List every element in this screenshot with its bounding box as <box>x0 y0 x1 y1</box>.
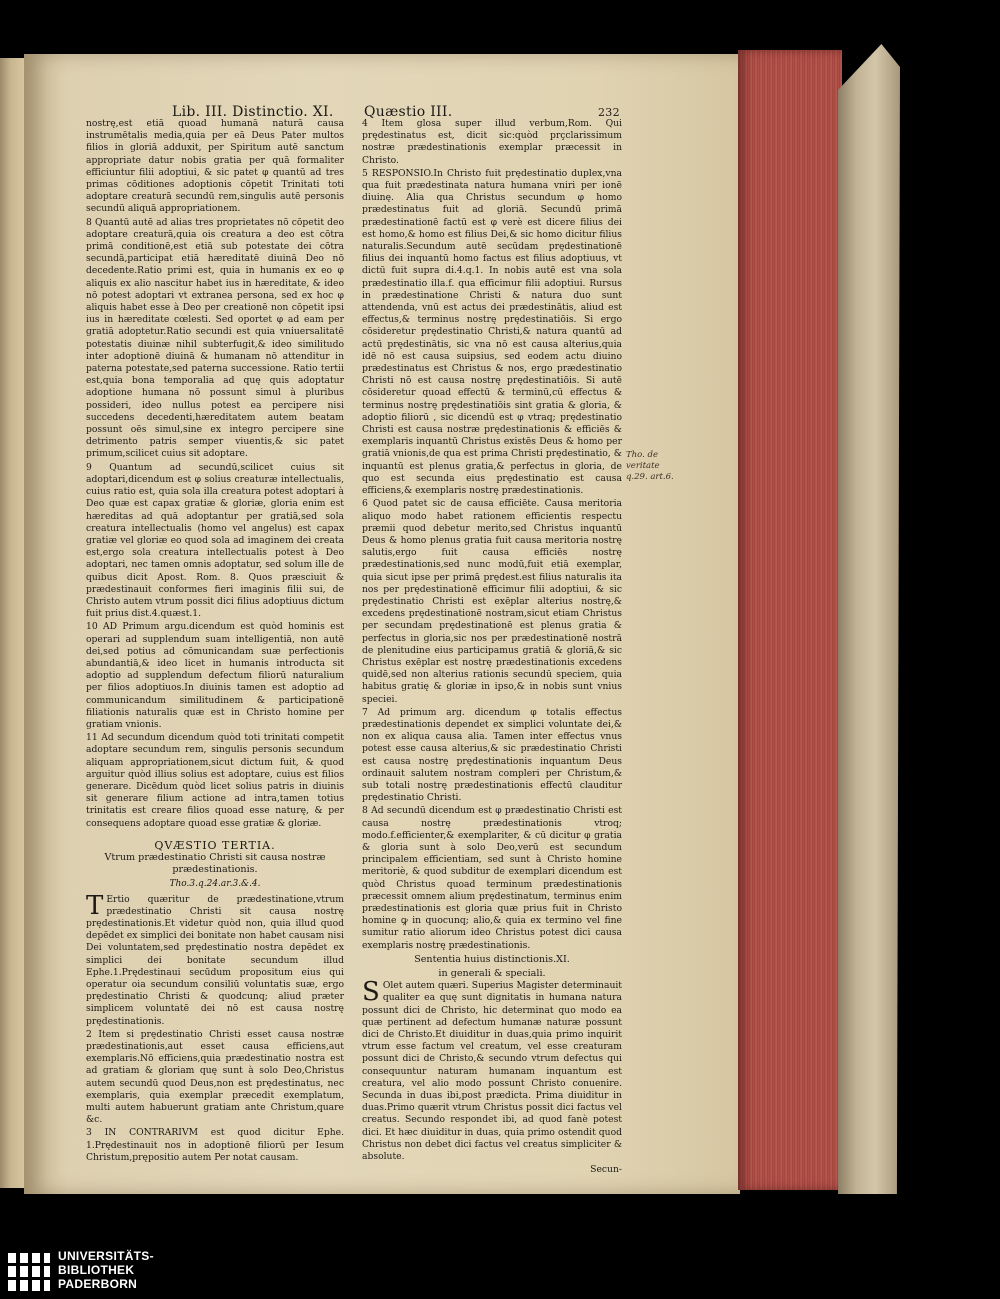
paragraph: 2 Item si prędestinatio Christi esset causa nostræ prædestinationis,aut esset causa efficiens,aut exemplaris.Nō efficiens,quia prædestinatio nostra est ad gratiam & gloriam quę sunt à solo Deo,Christus autem secundū quod Deus,non est prędestinatus, nec exemplaris, quia exemplar præcedit exemplatum, multi autem habuerunt gratiam ante Christum,quare &c. <box>86 1028 344 1126</box>
vellum-cover <box>838 44 900 1194</box>
margin-note: Tho. de veritate q.29. art.6. <box>626 450 674 482</box>
question-title: QVÆSTIO TERTIA. <box>154 838 276 852</box>
logo-line: UNIVERSITÄTS- <box>58 1249 154 1263</box>
paragraph: 8 Quantū autē ad alias tres proprietates nō cōpetit deo adoptare creaturā,quia ois creatura a deo est cōtra primā conditionē,est etiā sub potestate dei cōtra secundā,participat etiā hæreditatē diuinā Deo nō decedente.Ratio primi est, quia in humanis ex eo φ aliquis ex alio nascitur habet ius in hæreditate, & ideo nō potest adoptari vt extranea persona, sed ex hoc φ aliquis habet esse à Deo per creationē non cōpetit ipsi ius in hæreditate cœlesti. Sed oportet φ ad eam per gratiā adoptetur.Ratio secundi est quia vniuersalitatē potestatis diuinæ nihil subterfugit,& ideo similitudo inter adoptionē diuinā & humanam nō attenditur in paterna potestate,sed paterna successione. Ratio tertii est,quia bona temporalia ad quę quis adoptatur adoptione humana nō possunt simul à pluribus possideri, ideo nullus potest ea percipere nisi succedens decedenti,hæreditatem autem beatam possunt oēs simul,sine ex integro percipere sine detrimento patris semper viuentis,& sic patet primum,scilicet cuius sit adoptare. <box>86 216 344 460</box>
library-logo-text <box>58 1249 154 1291</box>
red-fore-edge <box>738 50 842 1190</box>
sententia-title: Sententia huius distinctionis.XI. <box>414 953 570 965</box>
catchword: Secun- <box>590 1164 622 1176</box>
paragraph <box>362 977 622 1163</box>
paragraph: nostrę,est etiā quoad humanā naturā causa instrumētalis media,quia per eā Deus Pater multos filios in gloriā adduxit, per Spiritum autē sanctum appropriate datur nobis gratia per quā formaliter efficiuntur filii adoptiui, & sic patet φ quantū ad tres primas cōditiones adoptionis cōpetit Trinitati toti adoptare creaturā secundū rem,singulis autē personis secundū aliquā appropriationem. <box>86 118 344 215</box>
running-head-left: Lib. III. Distinctio. XI. <box>172 104 334 120</box>
question-reference: Tho.3.q.24.ar.3.&.4. <box>169 879 261 890</box>
paragraph: 6 Quod patet sic de causa efficiēte. Causa meritoria aliquo modo habet rationem efficientis respectu præmii quod debetur merito,sed Christus inquantū Deus & homo plenus gratia fuit causa meritoria nostrę salutis,ergo fuit causa efficiēs nostrę prædestinationis,sed nunc modū,fuit etiā exemplar, quia sicut ipse per primā prędest.est filius naturalis ita nos per prędestinationē efficimur filii adoptiui, & sic prędestinatio Christi est exēplar alterius nostrę,& excedens prędestinationē nostram,sicut etiam Christus per secundam prędestinationē est plenus gratia & perfectus in gloria,sic nos per prædestinationē nostrā de plenitudine eius participamus gratiā & gloriā,& sic Christus exēplar est nostrę prædestinationis excedens quidē,sed non alterius rationis secundū speciem, quia habitus gratię & gloriæ in ipso,& in nobis sunt vnius speciei. <box>362 498 622 705</box>
paragraph: 8 Ad secundū dicendum est φ prædestinatio Christi est causa nostrę prædestinationis vtroq; modo.f.efficienter,& exemplariter, & cū dicitur φ gratia & gloria sunt à solo Deo,verū est secundum principalem efficientiam, sed sunt à Christo homine meritoriè, & quod subditur de exemplari dicendum est quòd Christus quoad terminum prædestinationis præcessit omnem alium prędestinatum, terminus enim prædestinationis est gloria quæ prius fuit in Christo homine ꝙ in quocunq; alio,& quia ex termino vel fine sumitur ratio aliorum ideo Christus potest dici causa exemplaris nostrę prædestinationis. <box>362 805 622 951</box>
library-logo-bar <box>0 1245 1000 1299</box>
right-column <box>362 118 622 1177</box>
paragraph: 10 AD Primum argu.dicendum est quòd hominis est operari ad supplendum suam intelligentiā, non autē dei,sed potius ad cōmunicandam suæ perfectionis abundantiā,& ideo licet in humanis introducta sit adoptio ad supplendum defectum filiorū naturalium per filios adoptiuos.In diuinis tamen est adoptio ad communicandum similitudinem & participationē filiationis naturalis quæ est in Christo homine per gratiam vnionis. <box>86 621 344 730</box>
left-page-edge <box>0 58 26 1188</box>
paragraph-text: Ertio quæritur de prædestinatione,vtrum prædestinatio Christi sit causa nostrę prędestinationis.Et videtur quòd non, quia illud quod depēdet ex simplici dei bonitate non habet causam nisi Dei voluntatem,sed prędestinatio nostra depēdet ex simplici dei bonitate secundum illud Ephe.1.Prędestinaui secūdum propositum eius qui operatur oia secundum consiliū voluntatis suæ, ergo prędestinatio Christi & quodcunq; aliud præter simplicem voluntatē dei nō est causa nostrę prędestinationis. <box>86 893 344 1027</box>
paragraph: 11 Ad secundum dicendum quòd toti trinitati competit adoptare secundum rem, singulis personis secundum aliquam appropriationem,sicut dictum fuit, & quod arguitur quòd illius solius est adoptare, cuius est filios generare. Dicēdum quòd licet solius patris in diuinis sit generare filium actione ad intra,tamen totius trinitatis est creare filios quoad esse naturę, & per consequens adoptare quoad esse gratiæ & gloriæ. <box>86 732 344 829</box>
drop-cap: T <box>86 890 104 921</box>
sententia-subtitle: in generali & speciali. <box>438 968 546 980</box>
question-subtitle: Vtrum prædestinatio Christi sit causa nostræ prædestinationis. <box>104 851 326 876</box>
library-logo-icon <box>6 1249 52 1295</box>
page-number: 232 <box>598 106 620 119</box>
paragraph-text: Olet autem quæri. Superius Magister determinauit qualiter ea quę sunt dignitatis in humana natura possunt dici de Christo, hic determinat quo modo ea quæ pertinent ad defectum humanæ naturæ possunt dici de Christo.Et diuiditur in duas,quia primo inquirit vtrum esse factum vel creatum, vel esse creaturam possunt dici de Christo,& secundo vtrum defectus qui consequuntur naturam humanam inquantum est creatura, vel alio modo possunt Christo conuenire. Secunda in duas ibi,post prædicta. Prima diuiditur in duas.Primo quærit vtrum Christus possit dici factus vel creatus. Secundo respondet ibi, ad quod fanè potest dici. Et hæc diuiditur in duas, quia primo ostendit quod Christus non debet dici factus vel creatus simpliciter & absolute. <box>362 980 622 1163</box>
paragraph: 4 Item glosa super illud verbum,Rom. Qui prędestinatus est, dicit sic:quòd prçclarissimum nostræ prædestinationis exemplar præcessit in Christo. <box>362 118 622 166</box>
paragraph <box>86 890 344 1028</box>
logo-line: BIBLIOTHEK <box>58 1263 135 1277</box>
logo-line: PADERBORN <box>58 1277 138 1291</box>
running-head-middle: Quæstio III. <box>364 104 453 120</box>
paragraph: 9 Quantum ad secundū,scilicet cuius sit adoptari,dicendum est φ solius creaturæ intellectualis, cuius ratio est, quia sola illa creatura potest adoptari à Deo quæ est capax gratiæ & gloriæ, gloria enim est hæreditas ad quā adoptantur per gratiā,sed sola creatura intellectualis (homo vel angelus) est capax gratiæ vel gloriæ eo quod sola ad imaginem dei creata est,ergo sola creatura intellectualis potest à Deo adoptari, nec tamen omnis adoptatur, sed solum ille de quibus dicit Apost. Rom. 8. Quos præsciuit & prædestinauit conformes fieri imaginis filii sui, de Christo autem vtrum possit dici filius adoptiuus dictum fuit prius dist.4.quæst.1. <box>86 461 344 620</box>
paragraph: 3 IN CONTRARIVM est quod dicitur Ephe. 1.Prędestinauit nos in adoptionē filiorū per Iesum Christum,prępositio autem Per notat causam. <box>86 1127 344 1163</box>
left-column <box>86 118 344 1165</box>
drop-cap: S <box>362 977 380 1008</box>
paragraph: 7 Ad primum arg. dicendum φ totalis effectus prædestinationis dependet ex simplici voluntate dei,& non ex aliqua causa alia. Tamen inter effectus vnus potest esse causa alterius,& sic prædestinatio Christi est causa nostrę prędestinationis inquantum Deus ordinauit salutem nostram compleri per Christum,& sub totali nostrę prædestinationis effectū clauditur prędestinatio Christi. <box>362 706 622 804</box>
paragraph: 5 RESPONSIO.In Christo fuit prędestinatio duplex,vna qua fuit prædestinata natura humana vniri per ionē diuinę. Alia qua Christus secundum φ homo prædestinatus fuit ad gloriā. Secundū primā prædestinationē factū est φ verè est dicere filius dei est homo,& homo est filius Dei,& sic homo dicitur filius naturalis.Secundum autē secūdam prędestinationē filius dei inquantū homo factus est filius adoptiuus, vt dictū fuit supra di.4.q.1. In nobis autē est vna sola prædestinatio illa.f. qua efficimur filii adoptiui. Rursus in prædestinatione Christi & natura duo sunt attendenda, vnū est actus dei prædestinātis, aliud est effectus,& terminus nostrę prędestinatiōis. Si ergo cōsideretur prędestinatio Christi,& natura quantū ad actū prędestinātis, sic vna nō est causa alterius,quia idē nō est causa suipsius, sed eodem actu diuino prædestinatus est Christus & nos, ergo prædestinatio Christi nō est causa nostrę prędestinatiōis. Si autē cōsideretur quoad effectū & terminū,cū effectus & terminus nostrę prędestinatiōis sint gratia & gloria, & adoptio filiorū , sic dicendū est φ vtraq; prędestinatio Christi est causa nostræ prędestinationis & efficiēs & exemplaris inquantū Christus existēs Deus & homo per gratiā vnionis,de qua est prima Christi prędestinatio, & inquantū est plenus gratia,& perfectus in gloria, de quo est secunda eius prędestinatio est causa efficiens,& exemplaris nostrę prædestinationis. <box>362 167 622 497</box>
